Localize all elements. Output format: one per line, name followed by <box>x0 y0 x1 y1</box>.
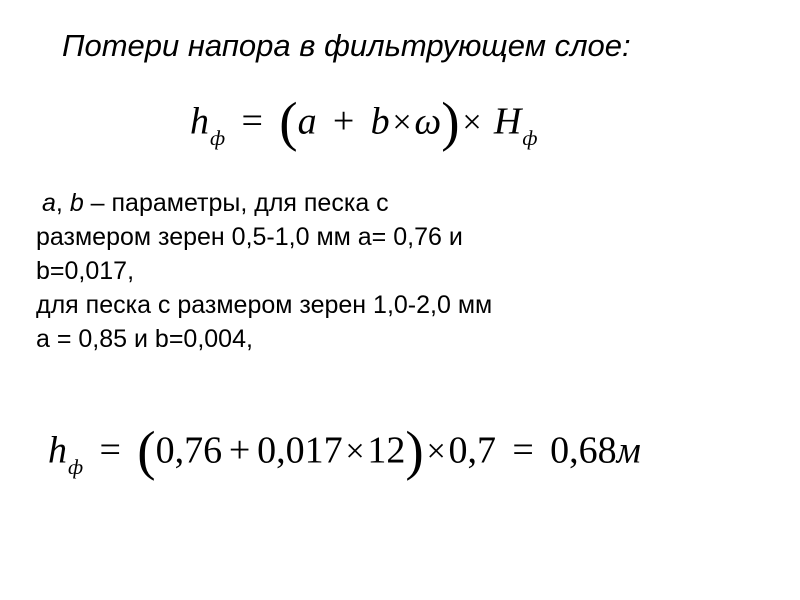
calc-unit: м <box>616 429 641 472</box>
calc-value-H: 0,7 <box>448 429 497 472</box>
head-loss-calculation <box>48 420 641 481</box>
parameters-text <box>36 186 776 356</box>
calc-h-var: h <box>48 429 67 472</box>
calc-value-b: 0,017 <box>257 429 343 472</box>
calc-right-paren: ) <box>405 420 424 481</box>
calc-equals-2: = <box>512 429 534 472</box>
calc-times: × <box>345 433 365 471</box>
formula-equals: = <box>241 100 263 143</box>
slide-title: Потери напора в фильтрующем слое: <box>62 28 631 63</box>
formula-a-var: a <box>297 100 317 143</box>
parameters-line-3: b=0,017, <box>36 257 135 285</box>
formula-H-var: H <box>493 100 522 143</box>
parameters-line-4: для песка с размером зерен 1,0-2,0 мм <box>36 291 493 319</box>
formula-H-subscript: ф <box>522 126 538 151</box>
head-loss-formula <box>190 91 538 152</box>
calc-h-subscript: ф <box>68 455 84 480</box>
param-a-label: a <box>42 189 56 217</box>
formula-h-subscript: ф <box>210 126 226 151</box>
parameters-line-2: размером зерен 0,5-1,0 мм а= 0,76 и <box>36 223 463 251</box>
calc-plus: + <box>228 429 251 472</box>
calc-value-omega: 12 <box>367 429 406 472</box>
calc-result: 0,68 <box>550 429 617 472</box>
parameters-line-1 <box>36 186 776 220</box>
calc-times-2: × <box>426 433 446 471</box>
formula-b-var: b <box>370 100 390 143</box>
param-separator: , <box>55 189 70 217</box>
formula-h-var: h <box>190 100 209 143</box>
parameters-line-5: а = 0,85 и b=0,004, <box>36 325 253 353</box>
calc-left-paren: ( <box>137 420 156 481</box>
param-b-label: b <box>69 189 84 217</box>
calc-value-a: 0,76 <box>155 429 223 472</box>
formula-right-paren: ) <box>441 91 460 152</box>
formula-left-paren: ( <box>279 91 298 152</box>
formula-omega-var: ω <box>414 100 442 143</box>
formula-times-2: × <box>462 104 482 142</box>
param-description: – параметры, для песка с <box>83 189 389 217</box>
formula-plus: + <box>332 100 355 143</box>
calc-equals: = <box>99 429 121 472</box>
formula-times: × <box>392 104 412 142</box>
